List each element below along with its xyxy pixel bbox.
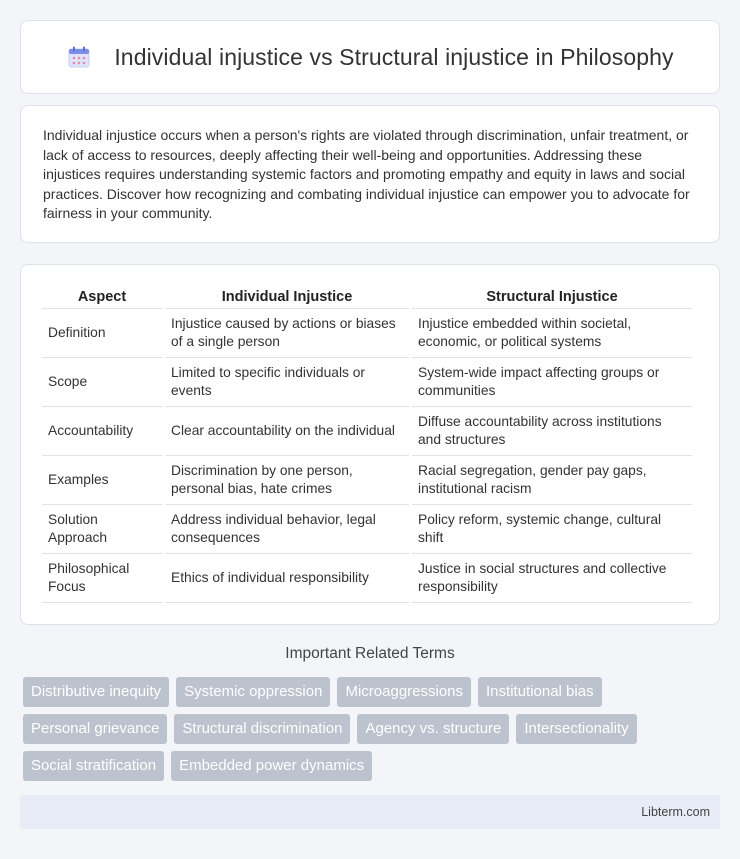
aspect-cell: Definition	[42, 309, 162, 358]
related-terms-title: Important Related Terms	[285, 645, 455, 662]
table-row	[42, 407, 692, 456]
individual-cell: Discrimination by one person, personal bias, hate crimes	[165, 456, 409, 505]
header	[66, 44, 673, 71]
tag-structural-discrimination[interactable]: Structural discrimination	[174, 714, 350, 744]
header-card	[20, 20, 720, 94]
table-row	[42, 554, 692, 603]
calendar-grid-icon	[66, 44, 92, 70]
tag-distributive-inequity[interactable]: Distributive inequity	[23, 677, 169, 707]
table-row	[42, 358, 692, 407]
table-row	[42, 505, 692, 554]
related-terms-tags	[23, 677, 723, 788]
table-header-row	[42, 287, 692, 309]
individual-cell: Limited to specific individuals or events	[165, 358, 409, 407]
tag-agency-vs-structure[interactable]: Agency vs. structure	[357, 714, 509, 744]
aspect-cell: Philosophical Focus	[42, 554, 162, 603]
comparison-table	[39, 287, 695, 603]
header-structural: Structural Injustice	[412, 287, 692, 309]
aspect-cell: Scope	[42, 358, 162, 407]
footer	[20, 795, 720, 829]
individual-cell: Address individual behavior, legal consequences	[165, 505, 409, 554]
structural-cell: System-wide impact affecting groups or communities	[412, 358, 692, 407]
header-individual: Individual Injustice	[165, 287, 409, 309]
tag-personal-grievance[interactable]: Personal grievance	[23, 714, 167, 744]
tag-microaggressions[interactable]: Microaggressions	[337, 677, 471, 707]
structural-cell: Policy reform, systemic change, cultural shift	[412, 505, 692, 554]
structural-cell: Racial segregation, gender pay gaps, institutional racism	[412, 456, 692, 505]
comparison-table-card	[20, 264, 720, 625]
aspect-cell: Accountability	[42, 407, 162, 456]
aspect-cell: Solution Approach	[42, 505, 162, 554]
intro-text: Individual injustice occurs when a person's rights are violated through discrimination, unfair treatment, or lack of access to resources, deeply affecting their well-being and opportunities. Addressing these injustices requires understanding systemic factors and promoting empathy and equity in laws and social practices. Discover how recognizing and combating individual injustice can empower you to advocate for fairness in your community.	[43, 127, 690, 221]
header-aspect: Aspect	[42, 287, 162, 309]
intro-card	[20, 105, 720, 243]
individual-cell: Injustice caused by actions or biases of a single person	[165, 309, 409, 358]
table-row	[42, 309, 692, 358]
structural-cell: Diffuse accountability across institutions and structures	[412, 407, 692, 456]
footer-site-name[interactable]: Libterm.com	[641, 805, 710, 819]
individual-cell: Clear accountability on the individual	[165, 407, 409, 456]
individual-cell: Ethics of individual responsibility	[165, 554, 409, 603]
tag-social-stratification[interactable]: Social stratification	[23, 751, 164, 781]
aspect-cell: Examples	[42, 456, 162, 505]
table-row	[42, 456, 692, 505]
structural-cell: Injustice embedded within societal, economic, or political systems	[412, 309, 692, 358]
tag-intersectionality[interactable]: Intersectionality	[516, 714, 636, 744]
tag-institutional-bias[interactable]: Institutional bias	[478, 677, 602, 707]
structural-cell: Justice in social structures and collective responsibility	[412, 554, 692, 603]
tag-embedded-power-dynamics[interactable]: Embedded power dynamics	[171, 751, 372, 781]
page-title: Individual injustice vs Structural injustice in Philosophy	[114, 43, 674, 70]
tag-systemic-oppression[interactable]: Systemic oppression	[176, 677, 330, 707]
